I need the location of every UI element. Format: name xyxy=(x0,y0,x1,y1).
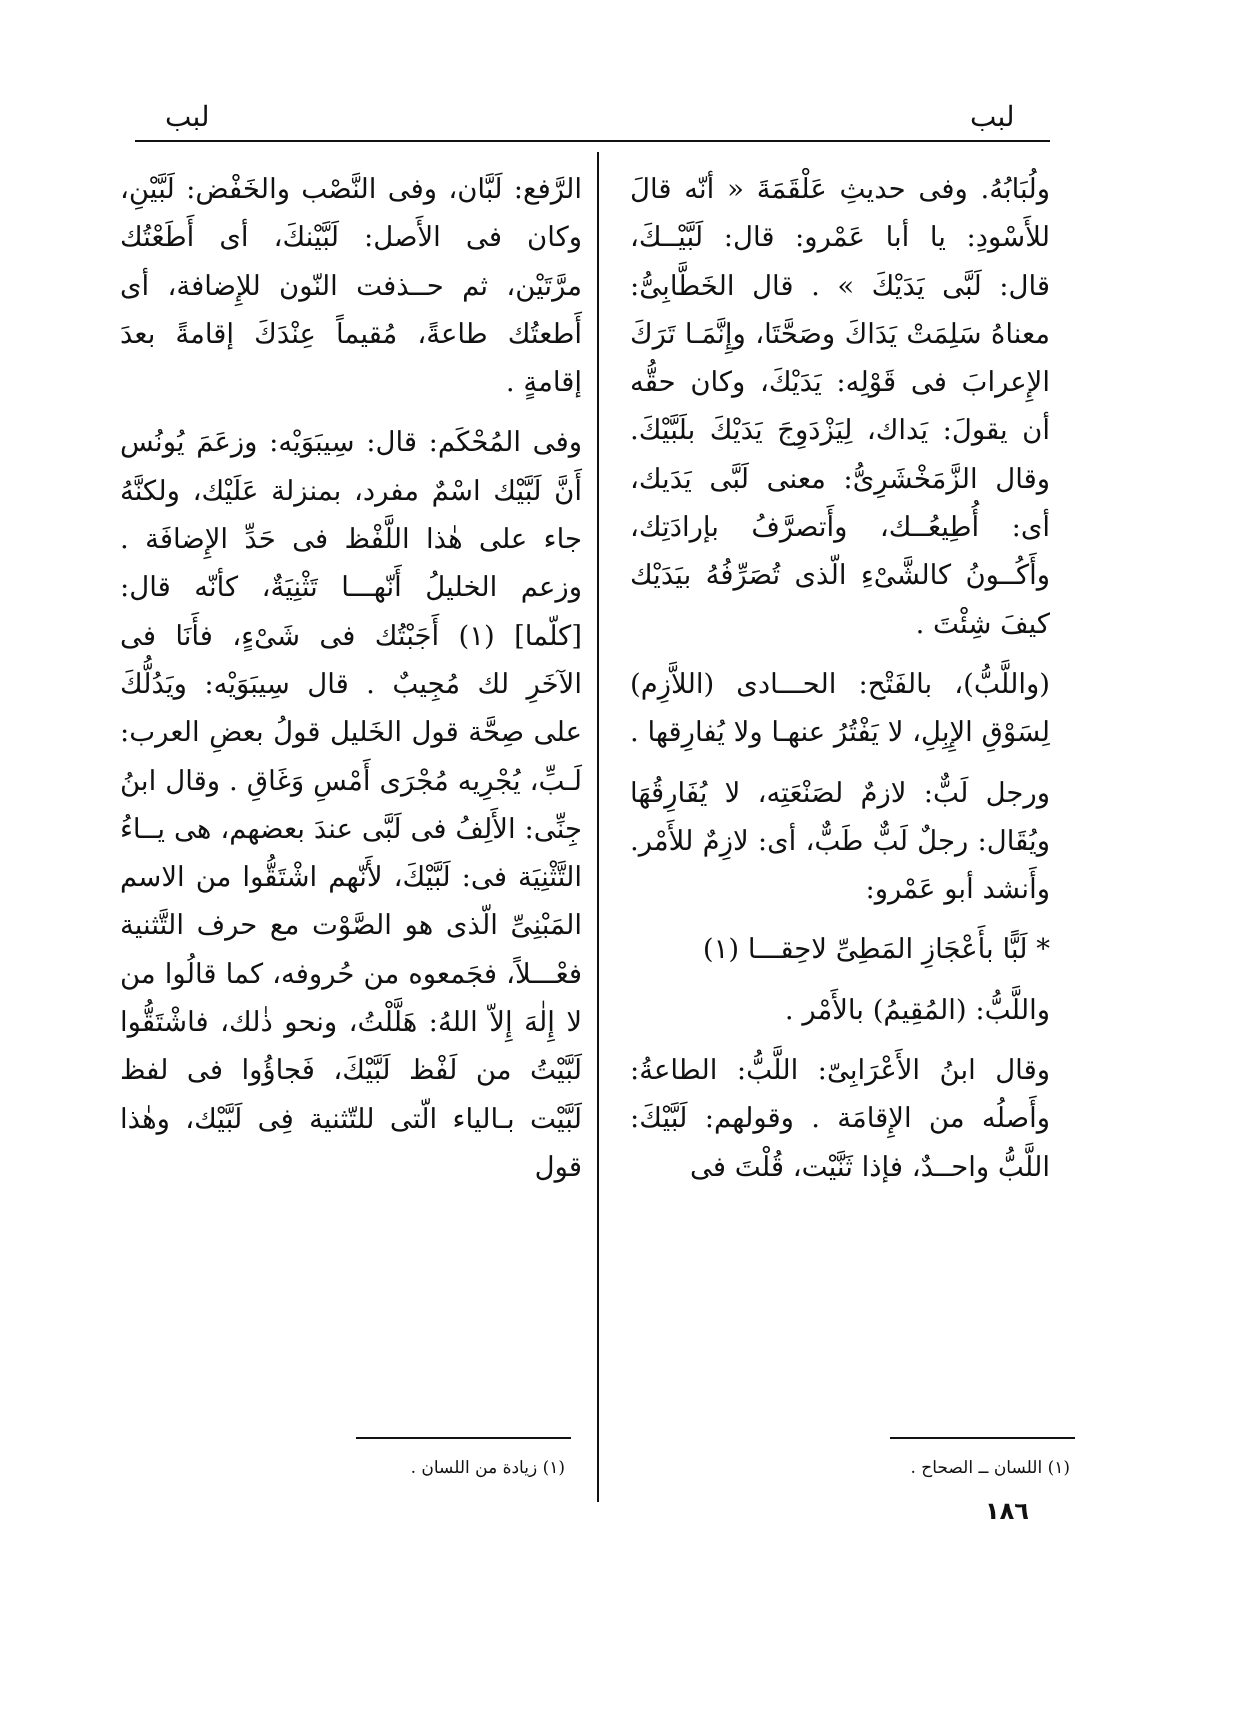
page-number: ١٨٦ xyxy=(985,1497,1029,1525)
footnote-rule-left xyxy=(356,1437,571,1439)
column-divider xyxy=(597,152,599,1502)
right-paragraph-6: وقال ابنُ الأَعْرَابِىّ: اللَّبُّ: الطاعةُ: وأَصلُه من الإِقامَة . وقولهم: لَبَّيْكَ: اللَّبُّ واحــدٌ، فإذا ثَنَّيْت، قُلْتَ فى xyxy=(630,1054,1050,1183)
left-paragraph-2: وفى المُحْكَم: قال: سِيبَوَيْه: وزعَمَ يُونُس أَنَّ لَبَّيْك اسْمٌ مفرد، بمنزلة عَلَيْك، ولكنَّهُ جاء على هٰذا اللَّفْظ فى حَدِّ الإِضافَة . وزعم الخليلُ أَنّهـــا تَثْنِيَةٌ، كأنّه قال: [كلّما] (١) أَجَبْتُك فى شَىْءٍ، فأَنَا فى الآخَرِ لك مُجِيبٌ . قال سِيبَوَيْه: ويَدُلُّكَ على صِحَّة قول الخَليل قولُ بعضِ العرب: لَـبِّ، يُجْرِيه مُجْرَى أَمْسِ وَغَاقِ . وقال ابنُ جِنِّى: الأَلِفُ فى لَبَّى عندَ بعضهم، هى يــاءُ التَّثْنِيَة فى: لَبَّيْكَ، لأَنّهم اشْتَقُّوا من الاسم المَبْنِىِّ الّذى هو الصَّوْت مع حرف التَّثنية فعْـــلاً، فجَمعوه من حُروفه، كما قالُوا من لا إِلٰهَ إِلاّ اللهُ: هَلَّلْتُ، ونحو ذٰلك، فاشْتَقُّوا لَبَّيْتُ من لَفْظ لَبَّيْكَ، فَجاؤُوا فى لفظ لَبَّيْت بـالياء الّتى للتّثنية فِى لَبَّيْك، وهٰذا قول xyxy=(120,426,583,1183)
right-paragraph-5: واللَّبُّ: (المُقِيمُ) بالأَمْر . xyxy=(784,993,1050,1026)
footnote-right: (١) اللسان ــ الصحاح . xyxy=(910,1458,1070,1478)
header-rule xyxy=(135,140,1050,142)
footnote-rule-right xyxy=(890,1437,1075,1439)
right-column xyxy=(630,165,1050,1191)
right-paragraph-3: ورجل لَبٌّ: لازمٌ لصَنْعَتِه، لا يُفَارِقُهَا ويُقَال: رجلٌ لَبٌّ طَبٌّ، أى: لازِمٌ للأَمْر. وأَنشد أبو عَمْرو: xyxy=(630,776,1050,906)
running-header-left: لبب xyxy=(165,100,210,133)
right-verse-line: * لَبًّا بأَعْجَازِ المَطِىِّ لاحِقـــا (١) xyxy=(702,933,1050,966)
footnote-left: (١) زيادة من اللسان . xyxy=(410,1458,565,1478)
running-header-right: لبب xyxy=(970,100,1015,133)
right-paragraph-1: ولُبَابُهُ. وفى حديثِ عَلْقَمَةَ « أنّه قالَ للأَسْودِ: يا أبا عَمْرو: قال: لَبَّيْــكَ، قال: لَبَّى يَدَيْكَ » . قال الخَطَّابِىُّ: معناهُ سَلِمَتْ يَدَاكَ وصَحَّتَا، وإِنَّمَـا تَرَكَ الإِعرابَ فى قَوْلِه: يَدَيْكَ، وكان حقُّه أن يقولَ: يَداك، لِيَزْدَوِجَ يَدَيْكَ بلَبَّيْكَ. وقال الزَّمَخْشَرِىُّ: معنى لَبَّى يَدَيك، أى: أُطِيعُــك، وأَتصرَّفُ بإرادَتِك، وأَكُــونُ كالشَّىْءِ الّذى تُصَرِّفُهُ بيَدَيْك كيفَ شِئْتَ . xyxy=(630,173,1050,640)
left-column xyxy=(120,165,582,1191)
left-paragraph-1: الرَّفع: لَبَّان، وفى النَّصْب والخَفْض: لَبَّيْنِ، وكان فى الأَصل: لَبَّيْنكَ، أى أَطَعْتُك مرَّتَيْن، ثم حــذفت النّون للإِضافة، أى أَطعتُك طاعةً، مُقيماً عِنْدَكَ إقامةً بعدَ إقامةٍ . xyxy=(120,173,582,399)
right-paragraph-2: (واللَّبُّ)، بالفَتْح: الحـــادى (اللاَّزِم) لِسَوْقِ الإِبِلِ، لا يَفْتُرُ عنهـا ولا يُفارِقها . xyxy=(630,667,1050,749)
